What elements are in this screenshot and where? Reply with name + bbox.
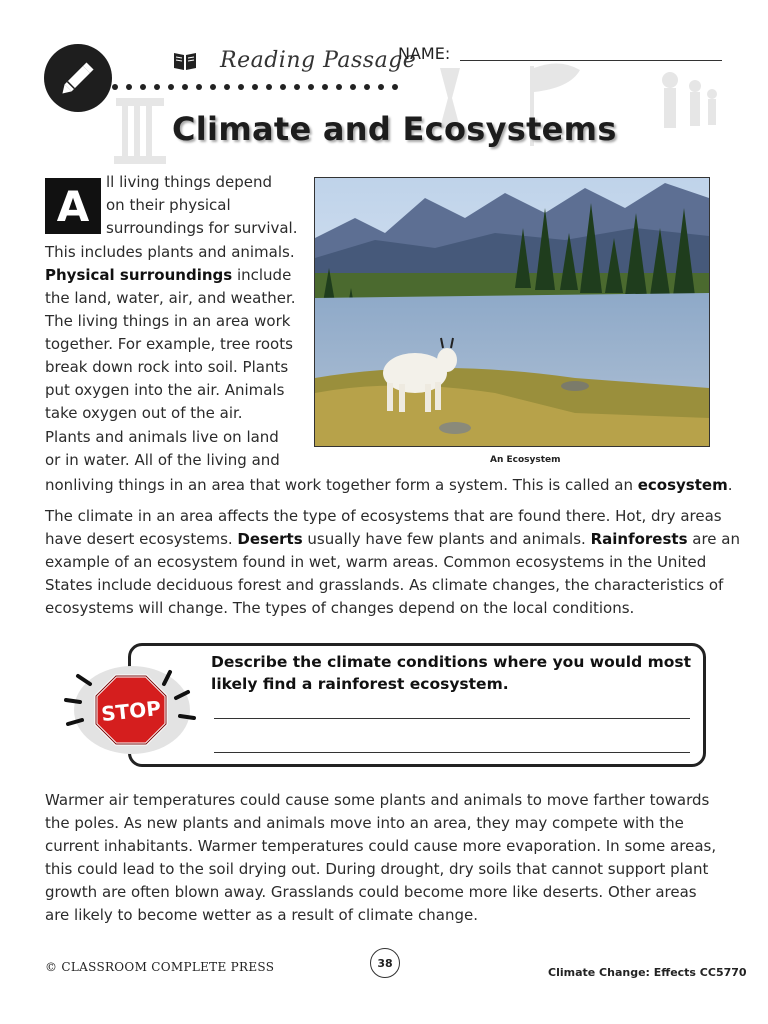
stop-sign-icon (60, 658, 210, 758)
text-line: States include deciduous forest and grasslands. As climate changes, the characteristics of (45, 576, 724, 594)
book-icon (172, 48, 198, 74)
photo-caption: An Ecosystem (490, 455, 561, 465)
book-title: Climate Change: Effects CC5770 (548, 966, 747, 979)
text-line: ecosystems will change. The types of changes depend on the local conditions. (45, 599, 635, 617)
text-line: nonliving things in an area that work together form a system. This is called an ecosystem. (45, 476, 733, 494)
page-title: Climate and Ecosystems (172, 110, 617, 148)
answer-line[interactable] (214, 718, 690, 719)
copyright-text: © CLASSROOM COMPLETE PRESS (45, 960, 275, 974)
pillar-icon (112, 96, 168, 166)
text-line: on their physical (106, 196, 231, 214)
drop-cap: A (45, 178, 101, 234)
text-line: The climate in an area affects the type of ecosystems that are found there. Hot, dry areas (45, 507, 722, 525)
ecosystem-photo (314, 177, 710, 447)
text-line: break down rock into soil. Plants (45, 358, 289, 376)
text-line: Plants and animals live on land (45, 428, 279, 446)
pencil-icon (44, 44, 112, 112)
section-label: Reading Passage (220, 48, 417, 73)
svg-text:STOP: STOP (100, 695, 163, 727)
key-term: Deserts (237, 530, 303, 548)
page-number: 38 (370, 948, 400, 978)
text-line: the land, water, air, and weather. (45, 289, 296, 307)
text-line: this could lead to the soil drying out. During drought, dry soils that cannot support plant (45, 860, 709, 878)
text-line: This includes plants and animals. (45, 243, 295, 261)
text-line: take oxygen out of the air. (45, 404, 243, 422)
text-line: current inhabitants. Warmer temperatures could cause more evaporation. In some areas, (45, 837, 717, 855)
text-line: The living things in an area work (45, 312, 291, 330)
text-line: have desert ecosystems. Deserts usually have few plants and animals. Rainforests are an (45, 530, 740, 548)
text-line: together. For example, tree roots (45, 335, 293, 353)
key-term: ecosystem (637, 476, 728, 494)
text-line: surroundings for survival. (106, 219, 298, 237)
text-line: Warmer air temperatures could cause some plants and animals to move farther towards (45, 791, 710, 809)
text-line: are likely to become wetter as a result of climate change. (45, 906, 478, 924)
text-line: or in water. All of the living and (45, 451, 280, 469)
text-line: Physical surroundings include (45, 266, 292, 284)
question-text: Describe the climate conditions where you would most likely find a rainforest ecosystem. (211, 653, 692, 693)
text-line: growth are often blown away. Grasslands could become more like deserts. Other areas (45, 883, 697, 901)
answer-line[interactable] (214, 752, 690, 753)
text-line: example of an ecosystem found in wet, warm areas. Common ecosystems in the United (45, 553, 707, 571)
key-term: Rainforests (590, 530, 688, 548)
name-label: NAME: (398, 44, 451, 63)
text-line: ll living things depend (106, 173, 272, 191)
key-term: Physical surroundings (45, 266, 233, 284)
text-line: put oxygen into the air. Animals (45, 381, 285, 399)
text-line: the poles. As new plants and animals move into an area, they may compete with the (45, 814, 684, 832)
dotted-divider (112, 82, 402, 92)
